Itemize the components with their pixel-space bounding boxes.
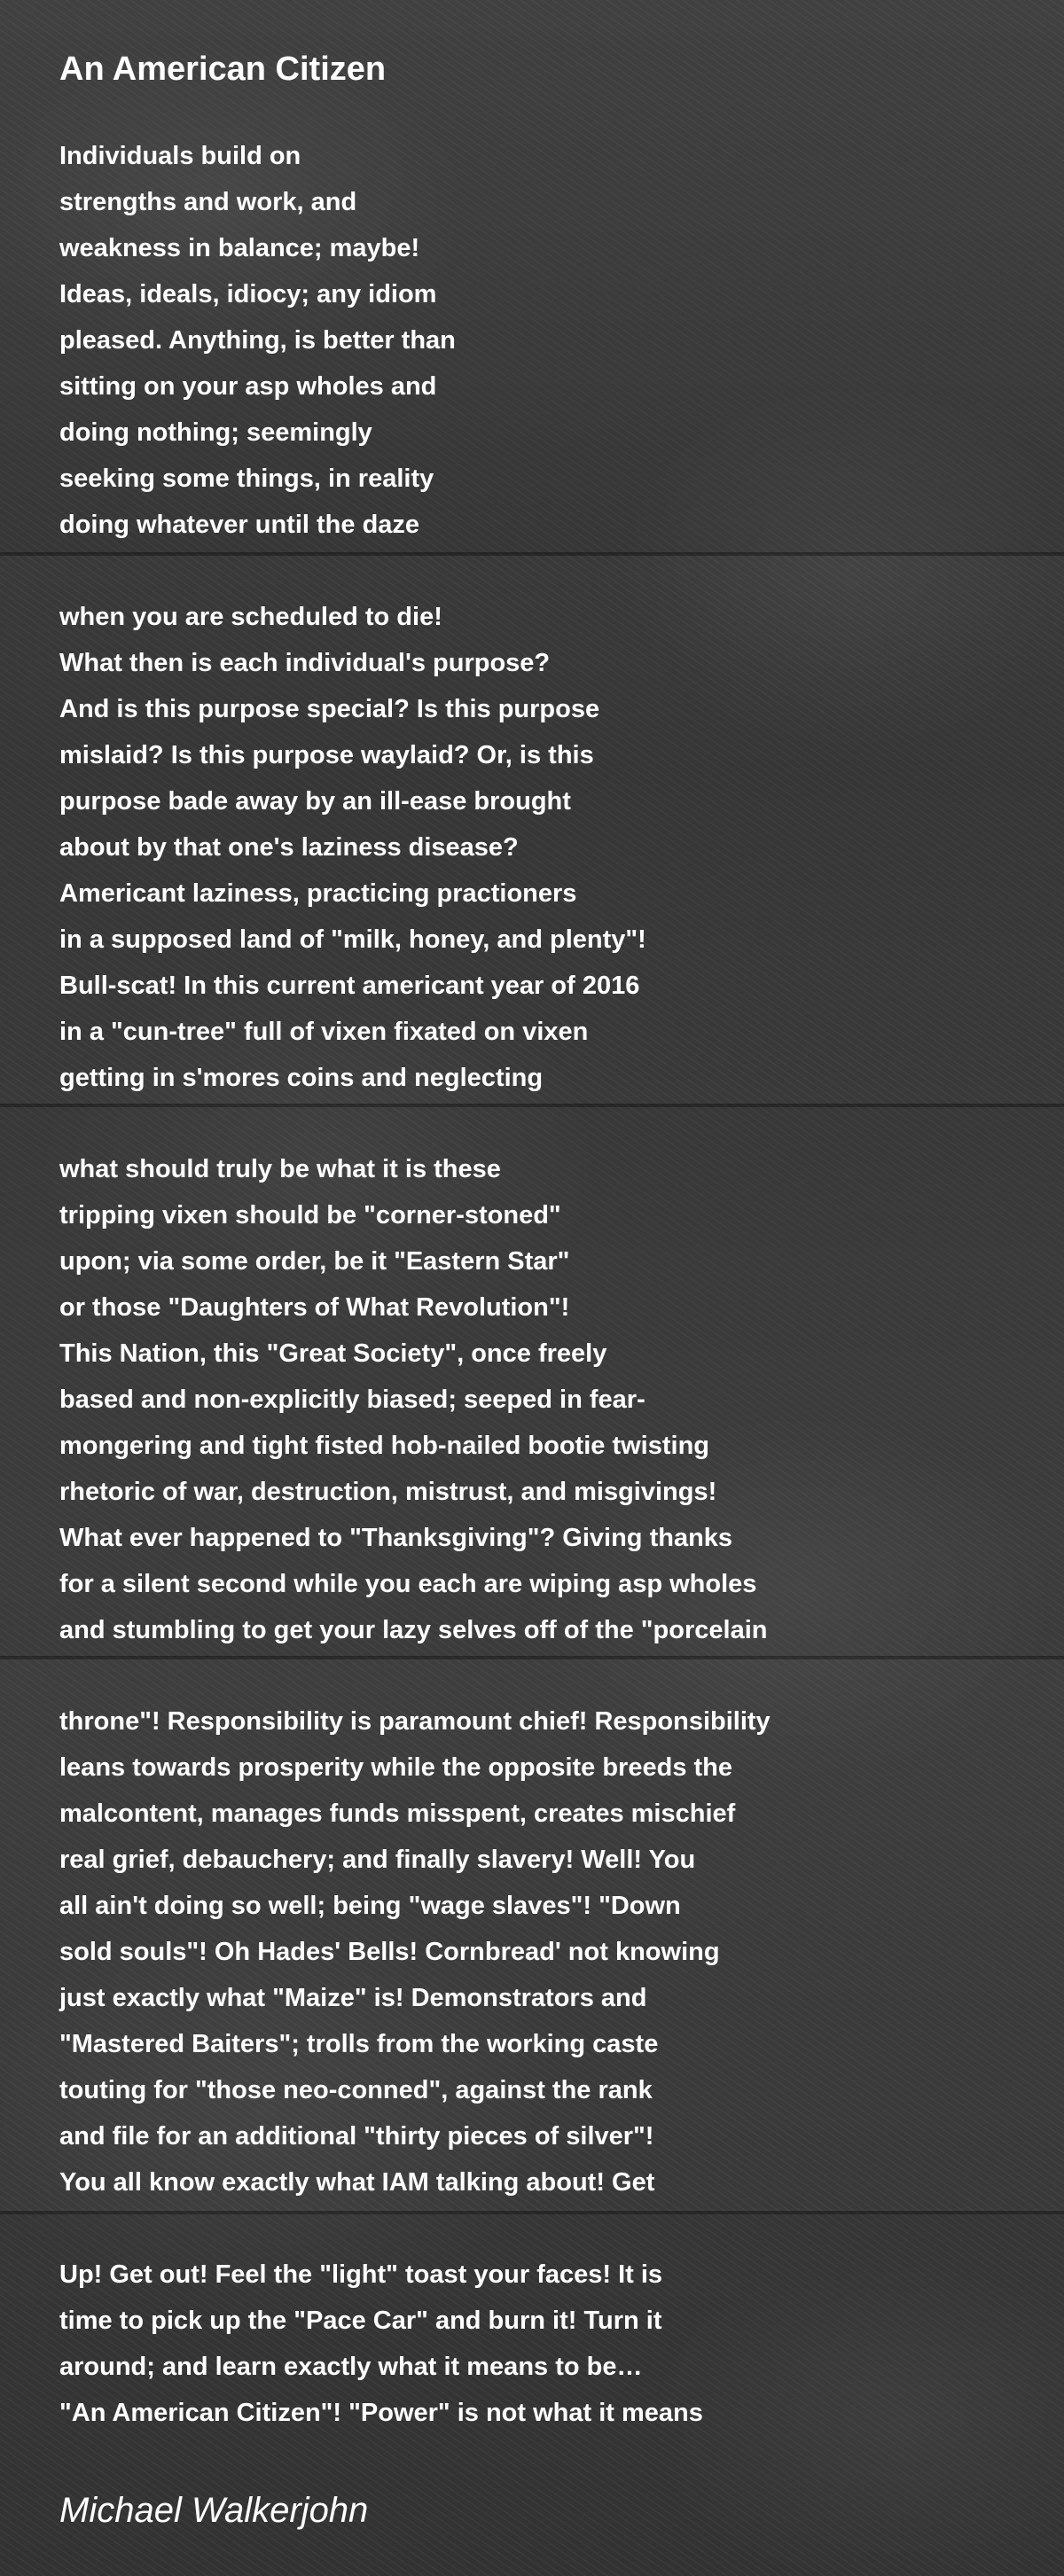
poem-line: This Nation, this "Great Society", once freely <box>59 1339 607 1368</box>
poem-line: seeking some things, in reality <box>59 464 434 493</box>
poem-line: weakness in balance; maybe! <box>59 234 420 262</box>
stanza-3 <box>59 1146 767 1653</box>
poem-line: "An American Citizen"! "Power" is not what it means <box>59 2399 703 2427</box>
poem-line: What then is each individual's purpose? <box>59 649 551 677</box>
poem-line: based and non-explicitly biased; seeped in fear- <box>59 1386 645 1414</box>
poem-line: upon; via some order, be it "Eastern Star" <box>59 1247 570 1276</box>
poem-line: rhetoric of war, destruction, mistrust, and misgivings! <box>59 1478 717 1506</box>
poem-line: all ain't doing so well; being "wage slaves"! "Down <box>59 1892 681 1920</box>
poem-line: what should truly be what it is these <box>59 1155 501 1183</box>
poem-line: Up! Get out! Feel the "light" toast your faces! It is <box>59 2260 663 2289</box>
poem-line: and stumbling to get your lazy selves off of the "porcelain <box>59 1616 768 1644</box>
poem-line: What ever happened to "Thanksgiving"? Giving thanks <box>59 1524 733 1552</box>
poem-line: Individuals build on <box>59 142 301 170</box>
poem-line: mongering and tight fisted hob-nailed bootie twisting <box>59 1432 710 1460</box>
poem-line: Bull-scat! In this current americant year of 2016 <box>59 972 640 1000</box>
poem-line: tripping vixen should be "corner-stoned" <box>59 1201 561 1229</box>
stanza-1 <box>59 133 456 548</box>
poem-line: about by that one's laziness disease? <box>59 833 519 862</box>
poem-line: in a "cun-tree" full of vixen fixated on vixen <box>59 1018 589 1046</box>
poem-line: purpose bade away by an ill-ease brought <box>59 787 571 816</box>
poem-line: doing nothing; seemingly <box>59 418 372 447</box>
poem-line: sitting on your asp wholes and <box>59 372 437 401</box>
poem-line: doing whatever until the daze <box>59 511 420 539</box>
poem-line: or those "Daughters of What Revolution"! <box>59 1293 570 1322</box>
poem-line: when you are scheduled to die! <box>59 603 442 631</box>
poem-line: mislaid? Is this purpose waylaid? Or, is this <box>59 741 594 769</box>
poem-line: strengths and work, and <box>59 188 357 216</box>
poem-line: real grief, debauchery; and finally slavery! Well! You <box>59 1846 696 1874</box>
stanza-4 <box>59 1698 771 2205</box>
stanza-2 <box>59 594 646 1101</box>
poem-line: for a silent second while you each are wiping asp wholes <box>59 1570 757 1598</box>
poem-line: just exactly what "Maize" is! Demonstrators and <box>59 1984 647 2012</box>
poem-line: and file for an additional "thirty pieces of silver"! <box>59 2122 654 2151</box>
poem-line: And is this purpose special? Is this purpose <box>59 695 600 723</box>
stanza-5 <box>59 2252 703 2436</box>
poem-line: in a supposed land of "milk, honey, and plenty"! <box>59 925 646 954</box>
poem-line: time to pick up the "Pace Car" and burn it! Turn it <box>59 2307 662 2335</box>
poem-line: You all know exactly what IAM talking about! Get <box>59 2168 655 2197</box>
poem-line: touting for "those neo-conned", against the rank <box>59 2076 653 2104</box>
poem-author: Michael Walkerjohn <box>59 2491 369 2530</box>
poem-line: "Mastered Baiters"; trolls from the working caste <box>59 2030 659 2058</box>
poem-line: around; and learn exactly what it means to be… <box>59 2353 643 2381</box>
poem-line: Ideas, ideals, idiocy; any idiom <box>59 280 437 308</box>
poem-line: malcontent, manages funds misspent, creates mischief <box>59 1799 736 1828</box>
poem-line: throne"! Responsibility is paramount chief! Responsibility <box>59 1707 771 1736</box>
poem-line: leans towards prosperity while the opposite breeds the <box>59 1753 732 1782</box>
poem-line: getting in s'mores coins and neglecting <box>59 1064 544 1092</box>
poem-line: pleased. Anything, is better than <box>59 326 456 355</box>
poem-line: Americant laziness, practicing practioners <box>59 879 577 908</box>
poem-title: An American Citizen <box>59 51 387 88</box>
poem-line: sold souls"! Oh Hades' Bells! Cornbread' not knowing <box>59 1938 720 1966</box>
